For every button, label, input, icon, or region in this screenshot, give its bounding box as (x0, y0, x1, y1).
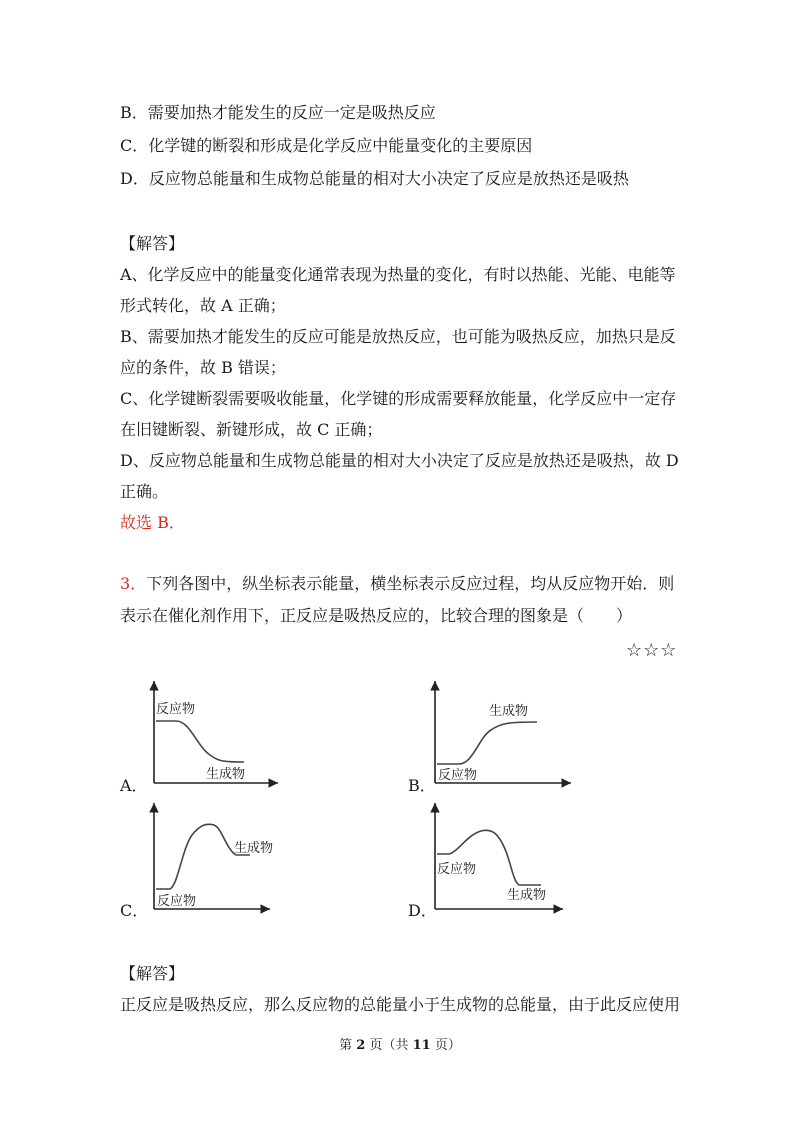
answer-line-5: C、化学键断裂需要吸收能量，化学键的形成需要释放能量，化学反应中一定存 (120, 389, 677, 408)
question-number: 3． (120, 574, 147, 593)
question-3-line-2: 表示在催化剂作用下，正反应是吸热反应的，比较合理的图象是（ ） (120, 606, 633, 625)
answer-line-3: B、需要加热才能发生的反应可能是放热反应，也可能为吸热反应，加热只是反 (120, 327, 676, 346)
answer-line-4: 应的条件，故 B 错误； (120, 358, 286, 377)
graph-d-label: D． (408, 901, 437, 920)
footer-prefix: 第 (339, 1038, 357, 1053)
graph-c-label: C． (120, 901, 149, 920)
answer-conclusion: 故选 B． (120, 513, 185, 532)
graph-b-product-label: 生成物 (489, 704, 529, 719)
page-footer (0, 1034, 800, 1053)
graph-a-energy-curve (156, 721, 244, 762)
answer-line-6: 在旧键断裂、新键形成，故 C 正确； (120, 420, 383, 439)
graph-c-product-label: 生成物 (234, 841, 274, 856)
footer-total-pages: 11 (412, 1038, 431, 1053)
graph-b-reactant-label: 反应物 (438, 768, 478, 783)
difficulty-stars: ☆☆☆ (626, 640, 678, 661)
graph-d (425, 797, 580, 915)
footer-middle: 页（共 (365, 1038, 413, 1053)
question-text-1: 下列各图中，纵坐标表示能量，横坐标表示反应过程，均从反应物开始．则 (146, 574, 675, 593)
graph-d-reactant-label: 反应物 (437, 862, 477, 877)
option-c: C．化学键的断裂和形成是化学反应中能量变化的主要原因 (120, 136, 533, 155)
option-d: D．反应物总能量和生成物总能量的相对大小决定了反应是放热还是吸热 (120, 169, 629, 188)
graph-a-product-label: 生成物 (206, 767, 246, 782)
graph-c (140, 797, 290, 915)
question-3-line-1 (120, 572, 674, 596)
answer-line-8: 正确。 (120, 482, 169, 501)
graph-b-energy-curve (437, 722, 537, 764)
graph-d-product-label: 生成物 (507, 888, 547, 903)
answer-line-2: 形式转化，故 A 正确； (120, 296, 286, 315)
footer-suffix: 页） (430, 1038, 461, 1053)
option-b: B．需要加热才能发生的反应一定是吸热反应 (120, 103, 436, 122)
footer-page-number: 2 (356, 1038, 366, 1053)
graph-b-label: B． (408, 776, 436, 795)
answer3-heading: 【解答】 (120, 964, 185, 983)
graph-a (140, 675, 290, 790)
answer-line-1: A、化学反应中的能量变化通常表现为热量的变化，有时以热能、光能、电能等 (120, 265, 676, 284)
graph-c-reactant-label: 反应物 (157, 894, 197, 909)
graph-b (425, 675, 580, 790)
graph-a-label: A． (120, 776, 148, 795)
graph-c-energy-curve (156, 824, 250, 889)
graph-a-reactant-label: 反应物 (156, 702, 196, 717)
answer-heading: 【解答】 (120, 234, 185, 253)
answer3-line-1: 正反应是吸热反应，那么反应物的总能量小于生成物的总能量，由于此反应使用 (120, 995, 681, 1014)
answer-line-7: D、反应物总能量和生成物总能量的相对大小决定了反应是放热还是吸热，故 D (120, 451, 679, 470)
